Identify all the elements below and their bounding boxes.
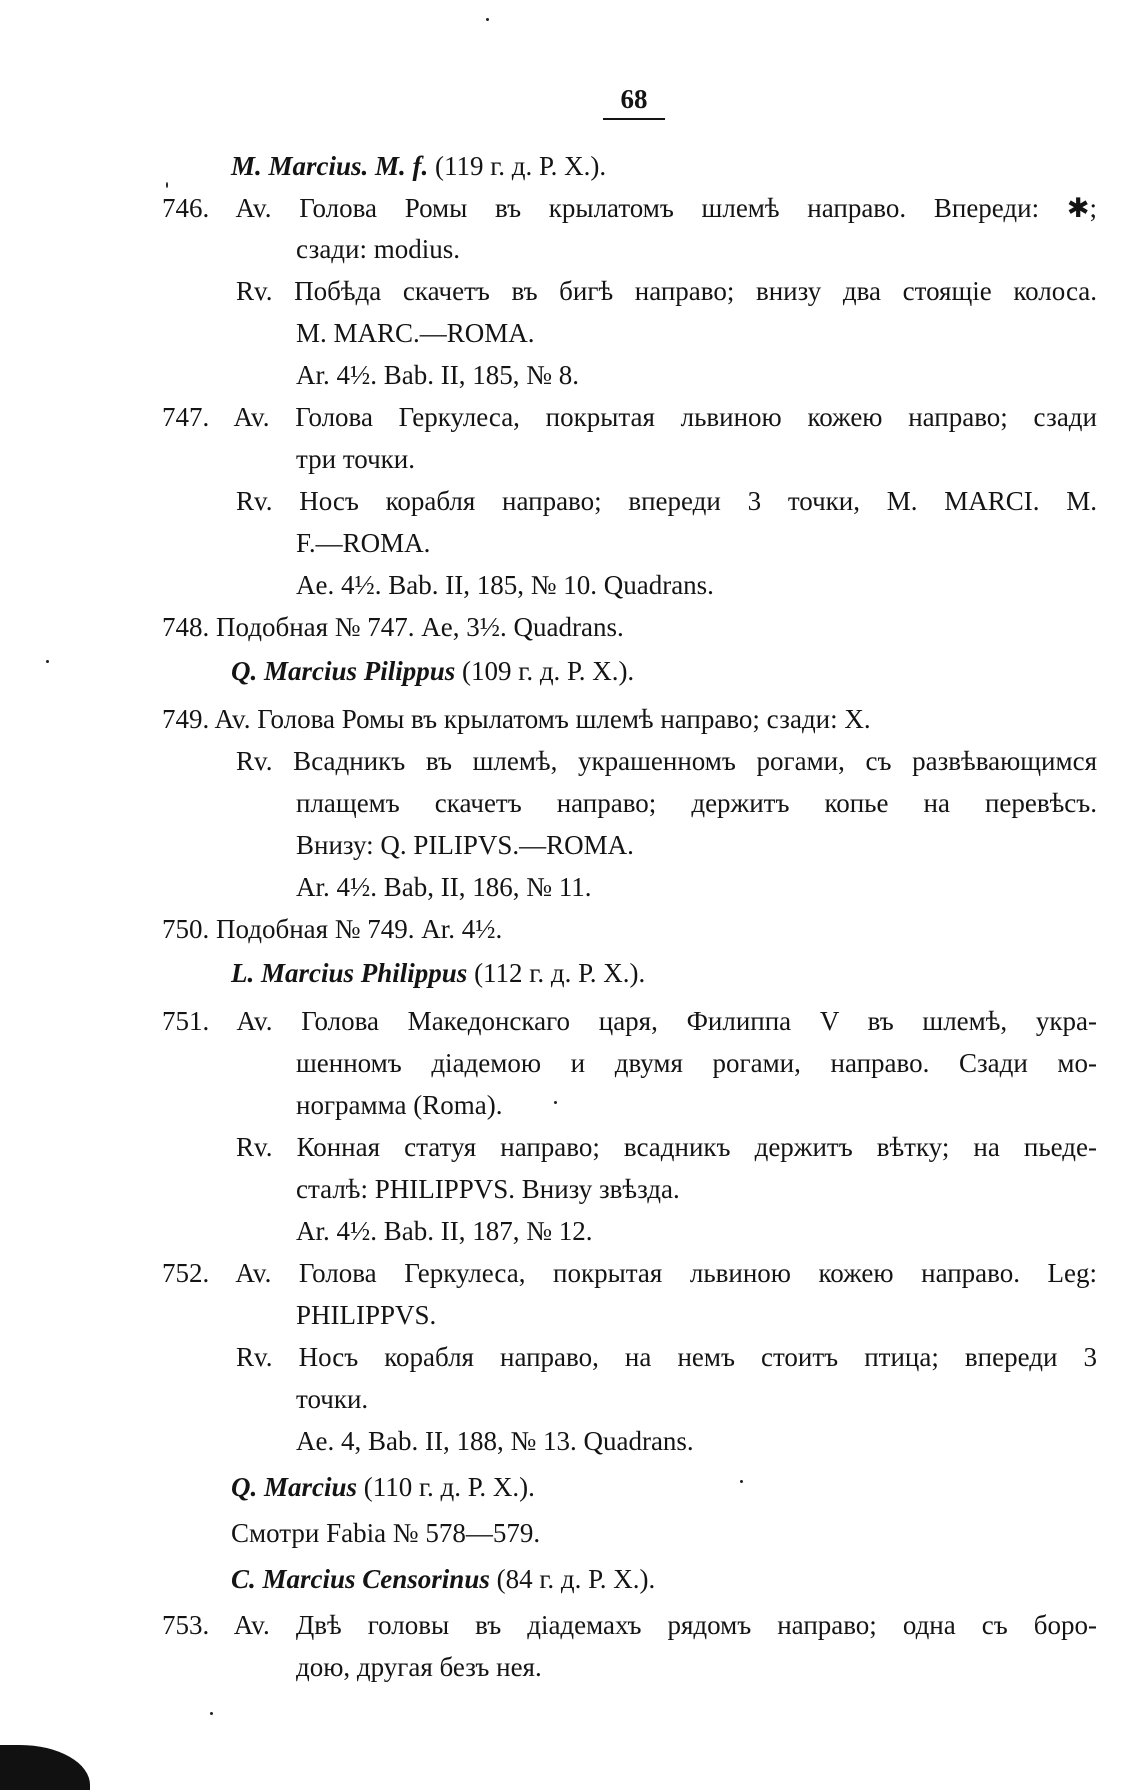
scan-speck bbox=[740, 1480, 743, 1483]
entry-753-line: 753. Av. Двѣ головы въ діадемахъ рядомъ направо; одна съ боро- bbox=[162, 1610, 1097, 1640]
entry-752-line: Rv. Носъ корабля направо, на немъ стоитъ птица; впереди 3 bbox=[236, 1342, 1097, 1372]
scan-speck bbox=[46, 660, 49, 663]
entry-746-line: M. MARC.—ROMA. bbox=[296, 318, 535, 348]
moneyer-date: (109 г. д. Р. X.). bbox=[455, 656, 635, 686]
moneyer-name: C. Marcius Censorinus bbox=[231, 1564, 490, 1594]
entry-749-line: Ar. 4½. Bab, II, 186, № 11. bbox=[296, 872, 592, 902]
entry-746-line: Rv. Побѣда скачетъ въ бигѣ направо; внизу два стоящіе колоса. bbox=[236, 276, 1097, 306]
cross-reference: Смотри Fabia № 578—579. bbox=[231, 1518, 541, 1548]
entry-752-line: PHILIPPVS. bbox=[296, 1300, 437, 1330]
entry-752-line: точки. bbox=[296, 1384, 369, 1414]
entry-751-line: шенномъ діадемою и двумя рогами, направо. Сзади мо- bbox=[296, 1048, 1097, 1078]
moneyer-name: L. Marcius Philippus bbox=[231, 958, 468, 988]
entry-752-line: Ae. 4, Bab. II, 188, № 13. Quadrans. bbox=[296, 1426, 694, 1456]
scan-speck bbox=[554, 1101, 557, 1104]
moneyer-name: Q. Marcius bbox=[231, 1472, 358, 1502]
entry-752-line: 752. Av. Голова Геркулеса, покрытая львиною кожею направо. Leg: bbox=[162, 1258, 1097, 1288]
moneyer-heading bbox=[231, 1563, 655, 1595]
entry-753-line: дою, другая безъ нея. bbox=[296, 1652, 542, 1682]
moneyer-heading bbox=[231, 150, 606, 182]
entry-747-line: 747. Av. Голова Геркулеса, покрытая львиною кожею направо; сзади bbox=[162, 402, 1097, 432]
scan-speck bbox=[166, 182, 168, 188]
entry-746-line: Ar. 4½. Bab. II, 185, № 8. bbox=[296, 360, 579, 390]
moneyer-name: M. Marcius. M. f. bbox=[231, 151, 429, 181]
moneyer-heading bbox=[231, 1471, 535, 1503]
moneyer-date: (119 г. д. Р. X.). bbox=[428, 151, 607, 181]
entry-751-line: сталѣ: PHILIPPVS. Внизу звѣзда. bbox=[296, 1174, 680, 1204]
moneyer-date: (110 г. д. Р. X.). bbox=[357, 1472, 535, 1502]
entry-747-line: три точки. bbox=[296, 444, 415, 474]
scan-speck bbox=[486, 18, 489, 21]
entry-749-line: Внизу: Q. PILIPVS.—ROMA. bbox=[296, 830, 634, 860]
moneyer-name: Q. Marcius Pilippus bbox=[231, 656, 456, 686]
entry-747-line: Ae. 4½. Bab. II, 185, № 10. Quadrans. bbox=[296, 570, 714, 600]
entry-746-line: 746. Av. Голова Ромы въ крылатомъ шлемѣ направо. Впереди: ✱; bbox=[162, 193, 1097, 223]
scan-speck bbox=[210, 1712, 213, 1715]
page-number: 68 bbox=[620, 84, 648, 114]
entry-749-line: Rv. Всадникъ въ шлемѣ, украшенномъ рогами, съ развѣвающимся bbox=[236, 746, 1097, 776]
moneyer-date: (112 г. д. Р. X.). bbox=[467, 958, 646, 988]
entry-747-line: F.—ROMA. bbox=[296, 528, 431, 558]
entry-751-line: Ar. 4½. Bab. II, 187, № 12. bbox=[296, 1216, 593, 1246]
entry-749-line: плащемъ скачетъ направо; держитъ копье на перевѣсъ. bbox=[296, 788, 1097, 818]
entry-748-line: 748. Подобная № 747. Ae, 3½. Quadrans. bbox=[162, 612, 624, 642]
entry-749-line: 749. Av. Голова Ромы въ крылатомъ шлемѣ направо; сзади: X. bbox=[162, 704, 871, 734]
moneyer-heading bbox=[231, 957, 645, 989]
moneyer-heading bbox=[231, 655, 634, 687]
entry-751-line: Rv. Конная статуя направо; всадникъ держитъ вѣтку; на пьеде- bbox=[236, 1132, 1097, 1162]
entry-751-line: нограмма (Roma). bbox=[296, 1090, 503, 1120]
page-number-rule bbox=[603, 118, 665, 120]
entry-751-line: 751. Av. Голова Македонскаго царя, Филиппа V въ шлемѣ, укра- bbox=[162, 1006, 1097, 1036]
entry-750-line: 750. Подобная № 749. Ar. 4½. bbox=[162, 914, 503, 944]
entry-746-line: сзади: modius. bbox=[296, 234, 461, 264]
moneyer-date: (84 г. д. Р. X.). bbox=[489, 1564, 656, 1594]
entry-747-line: Rv. Носъ корабля направо; впереди 3 точки, M. MARCI. M. bbox=[236, 486, 1097, 516]
scan-edge-blot bbox=[0, 1745, 90, 1790]
